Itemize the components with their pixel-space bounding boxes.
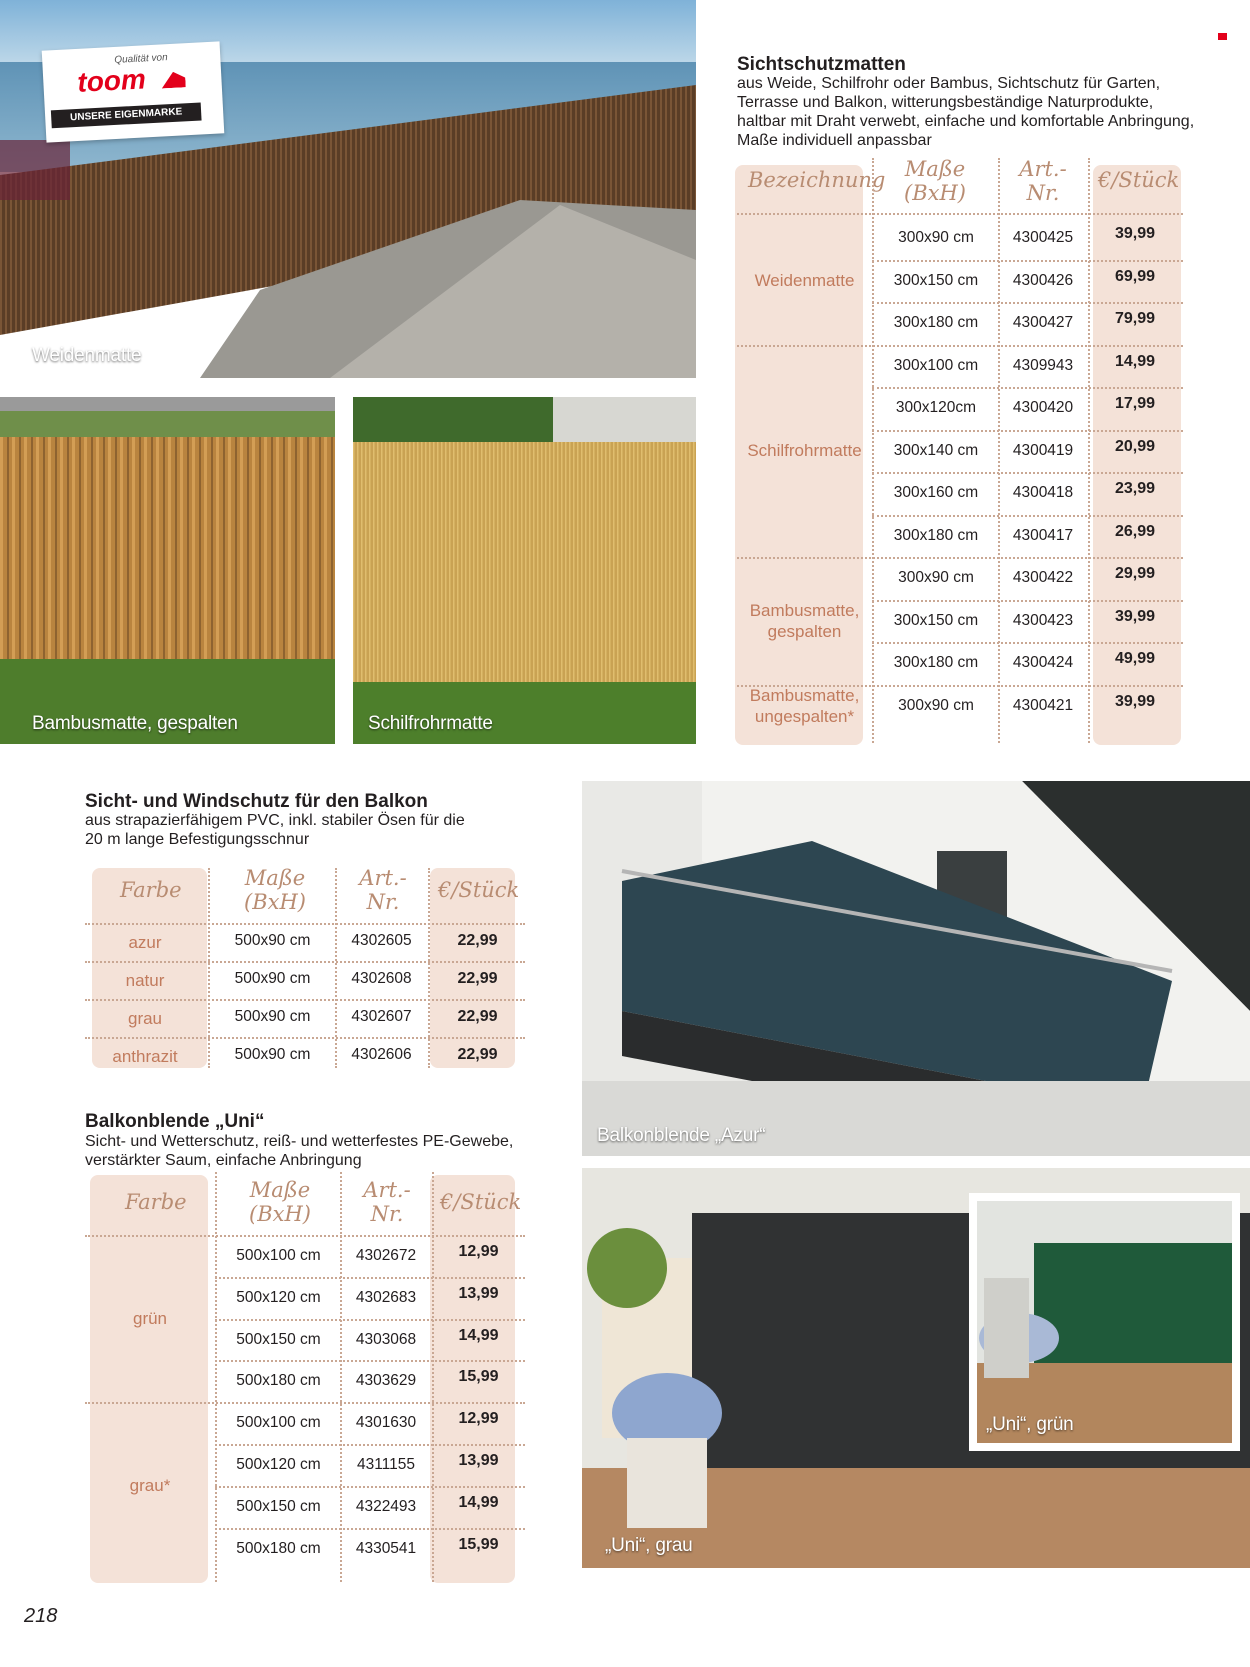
color-name: natur <box>125 971 165 990</box>
windschutz-header-name: Farbe <box>120 878 182 902</box>
sichtschutz-header-name: Bezeichnung <box>748 168 886 192</box>
price-cell: 26,99 <box>1114 522 1156 540</box>
price-cell: 69,99 <box>1114 267 1156 285</box>
product-name-line: Bambusmatte, <box>749 685 860 705</box>
article-number-cell: 4300423 <box>1012 611 1074 629</box>
size-cell: 500x150 cm <box>236 1330 321 1348</box>
balkonblende-uni-gruen-photo <box>969 1193 1240 1451</box>
size-cell: 300x180 cm <box>893 314 979 331</box>
price-cell: 22,99 <box>457 1008 498 1025</box>
size-cell: 500x120 cm <box>236 1456 321 1473</box>
table-row-line <box>872 642 1183 644</box>
size-cell: 500x120 cm <box>236 1288 321 1306</box>
photo-caption-weidenmatte: Weidenmatte <box>32 345 142 366</box>
size-cell: 300x90 cm <box>898 569 974 586</box>
photo-caption-bambusmatte: Bambusmatte, gespalten <box>32 713 238 734</box>
size-cell: 300x90 cm <box>898 696 974 714</box>
article-number-cell: 4303068 <box>355 1330 417 1348</box>
price-cell: 14,99 <box>458 1326 499 1344</box>
balkonblende-header-art: Art.- Nr. <box>363 1178 411 1226</box>
logo-brand-mark <box>161 71 186 88</box>
table-header-line <box>85 1235 525 1237</box>
table-row-line <box>215 1528 525 1530</box>
product-name <box>737 685 872 727</box>
product-name-line: Schilfrohrmatte <box>747 441 862 461</box>
photo-caption-azur: Balkonblende „Azur“ <box>597 1125 766 1146</box>
sichtschutz-description: aus Weide, Schilfrohr oder Bambus, Sichtschutz für Garten, Terrasse und Balkon, witterungsbeständige Naturprodukte, haltbar mit Draht verwebt, einfache und komfortable Anbringung, Maße individuell anpassbar <box>737 75 1195 149</box>
price-cell: 39,99 <box>1114 607 1156 625</box>
logo-tagline: Qualität von <box>114 52 168 66</box>
price-cell: 22,99 <box>457 970 498 987</box>
table-row-line <box>872 302 1183 304</box>
price-cell: 17,99 <box>1114 395 1156 412</box>
windschutz-title: Sicht- und Windschutz für den Balkon <box>85 791 428 812</box>
balkonblende-header-size: Maße (BxH) <box>249 1178 311 1226</box>
table-row-line <box>872 387 1183 389</box>
article-number-cell: 4302607 <box>351 1008 412 1025</box>
article-number-cell: 4300425 <box>1012 229 1074 246</box>
size-cell: 500x90 cm <box>234 970 311 987</box>
corner-mark-icon <box>1218 33 1227 40</box>
table-row-line <box>872 515 1183 517</box>
article-number-cell: 4302672 <box>355 1247 417 1264</box>
balkonblende-header-name: Farbe <box>125 1190 187 1214</box>
size-cell: 300x180 cm <box>893 654 979 671</box>
size-cell: 300x180 cm <box>893 526 979 544</box>
size-cell: 500x90 cm <box>234 1008 311 1025</box>
price-cell: 20,99 <box>1114 437 1156 455</box>
price-cell: 79,99 <box>1114 310 1156 327</box>
product-name-line: Bambusmatte, <box>749 600 860 620</box>
balkonblende-title: Balkonblende „Uni“ <box>85 1111 265 1132</box>
photo-caption-uni-gruen: „Uni“, grün <box>986 1414 1074 1435</box>
windschutz-header-art: Art.- Nr. <box>359 866 407 914</box>
article-number-cell: 4300418 <box>1012 484 1074 501</box>
table-row-line <box>215 1319 525 1321</box>
balkonblende-description: Sicht- und Wetterschutz, reiß- und wetterfestes PE-Gewebe, verstärkter Saum, einfache Anbringung <box>85 1133 514 1169</box>
size-cell: 500x150 cm <box>236 1497 321 1515</box>
article-number-cell: 4330541 <box>355 1539 417 1557</box>
price-cell: 22,99 <box>457 1046 498 1063</box>
size-cell: 300x90 cm <box>898 229 974 246</box>
color-name: grün <box>132 1308 168 1328</box>
size-cell: 300x150 cm <box>893 611 979 629</box>
price-cell: 15,99 <box>458 1368 499 1386</box>
table-row-line <box>872 472 1183 474</box>
size-cell: 500x90 cm <box>234 1046 311 1063</box>
table-row-line <box>872 430 1183 432</box>
table-row-line <box>737 557 1183 559</box>
product-name <box>737 600 872 642</box>
size-cell: 300x100 cm <box>893 356 979 374</box>
sichtschutz-header-size: Maße (BxH) <box>904 157 966 205</box>
photo-caption-uni-grau: „Uni“, grau <box>605 1535 693 1556</box>
size-cell: 500x100 cm <box>236 1414 321 1432</box>
product-name-line: ungespalten* <box>754 706 855 726</box>
page-number: 218 <box>24 1605 58 1627</box>
price-cell: 29,99 <box>1114 565 1156 582</box>
photo-caption-schilfrohrmatte: Schilfrohrmatte <box>368 713 493 734</box>
product-name <box>737 270 872 291</box>
size-cell: 500x90 cm <box>234 932 311 949</box>
size-cell: 300x140 cm <box>893 441 979 459</box>
table-row-line <box>215 1360 525 1362</box>
balkonblende-azur-photo <box>582 781 1250 1156</box>
price-cell: 14,99 <box>1114 352 1156 370</box>
article-number-cell: 4302606 <box>351 1046 412 1063</box>
table-row-line <box>872 600 1183 602</box>
article-number-cell: 4302605 <box>351 932 412 949</box>
table-row-line <box>215 1486 525 1488</box>
windschutz-header-size: Maße (BxH) <box>244 866 306 914</box>
price-cell: 49,99 <box>1114 650 1156 667</box>
article-number-cell: 4300420 <box>1012 399 1074 416</box>
sichtschutz-header-art: Art.- Nr. <box>1019 157 1067 205</box>
price-cell: 12,99 <box>458 1410 499 1428</box>
table-row-line <box>85 1402 525 1404</box>
article-number-cell: 4302683 <box>355 1288 417 1306</box>
price-cell: 13,99 <box>458 1452 499 1469</box>
article-number-cell: 4301630 <box>355 1414 417 1432</box>
price-cell: 39,99 <box>1114 692 1156 710</box>
article-number-cell: 4300417 <box>1012 526 1074 544</box>
logo-band: UNSERE EIGENMARKE <box>51 102 202 128</box>
table-row-line <box>85 1037 525 1039</box>
table-header-line <box>85 923 525 925</box>
price-cell: 15,99 <box>458 1535 499 1553</box>
table-row-line <box>215 1444 525 1446</box>
product-name-line: Weidenmatte <box>754 271 855 291</box>
sichtschutz-title: Sichtschutzmatten <box>737 54 906 75</box>
color-name: azur <box>128 933 162 952</box>
size-cell: 500x180 cm <box>236 1539 321 1557</box>
price-cell: 39,99 <box>1114 225 1156 242</box>
price-cell: 23,99 <box>1114 480 1156 497</box>
product-name <box>737 440 872 461</box>
price-cell: 12,99 <box>458 1243 499 1260</box>
size-cell: 300x150 cm <box>893 271 979 289</box>
schilfrohrmatte-photo <box>353 397 696 744</box>
article-number-cell: 4303629 <box>355 1372 417 1390</box>
size-cell: 300x160 cm <box>893 484 979 501</box>
table-row-line <box>737 345 1183 347</box>
table-row-line <box>85 999 525 1001</box>
bambusmatte-photo <box>0 397 335 744</box>
price-cell: 13,99 <box>458 1284 499 1302</box>
table-row-line <box>215 1277 525 1279</box>
toom-logo <box>42 41 225 142</box>
article-number-cell: 4300424 <box>1012 654 1074 671</box>
article-number-cell: 4300421 <box>1012 696 1074 714</box>
balkonblende-header-price: €/Stück <box>440 1190 522 1214</box>
article-number-cell: 4300422 <box>1012 569 1074 586</box>
table-row-line <box>85 961 525 963</box>
size-cell: 300x120cm <box>895 399 977 416</box>
article-number-cell: 4322493 <box>355 1497 417 1515</box>
sichtschutz-header-price: €/Stück <box>1098 168 1180 192</box>
size-cell: 500x180 cm <box>236 1372 321 1390</box>
article-number-cell: 4300427 <box>1012 314 1074 331</box>
color-name: grau <box>127 1009 163 1028</box>
price-cell: 14,99 <box>458 1493 499 1511</box>
logo-brand: toom <box>76 63 147 98</box>
article-number-cell: 4311155 <box>356 1456 416 1473</box>
table-header-line <box>737 213 1183 215</box>
table-row-line <box>872 260 1183 262</box>
product-name-line: gespalten <box>767 621 842 641</box>
article-number-cell: 4309943 <box>1012 356 1074 374</box>
color-name: grau* <box>129 1475 171 1495</box>
price-cell: 22,99 <box>457 932 498 949</box>
windschutz-header-price: €/Stück <box>438 878 520 902</box>
article-number-cell: 4302608 <box>351 970 412 987</box>
windschutz-description: aus strapazierfähigem PVC, inkl. stabiler Ösen für die 20 m lange Befestigungsschnur <box>85 812 465 848</box>
color-name: anthrazit <box>112 1047 178 1066</box>
size-cell: 500x100 cm <box>236 1247 321 1264</box>
article-number-cell: 4300419 <box>1012 441 1074 459</box>
article-number-cell: 4300426 <box>1012 271 1074 289</box>
